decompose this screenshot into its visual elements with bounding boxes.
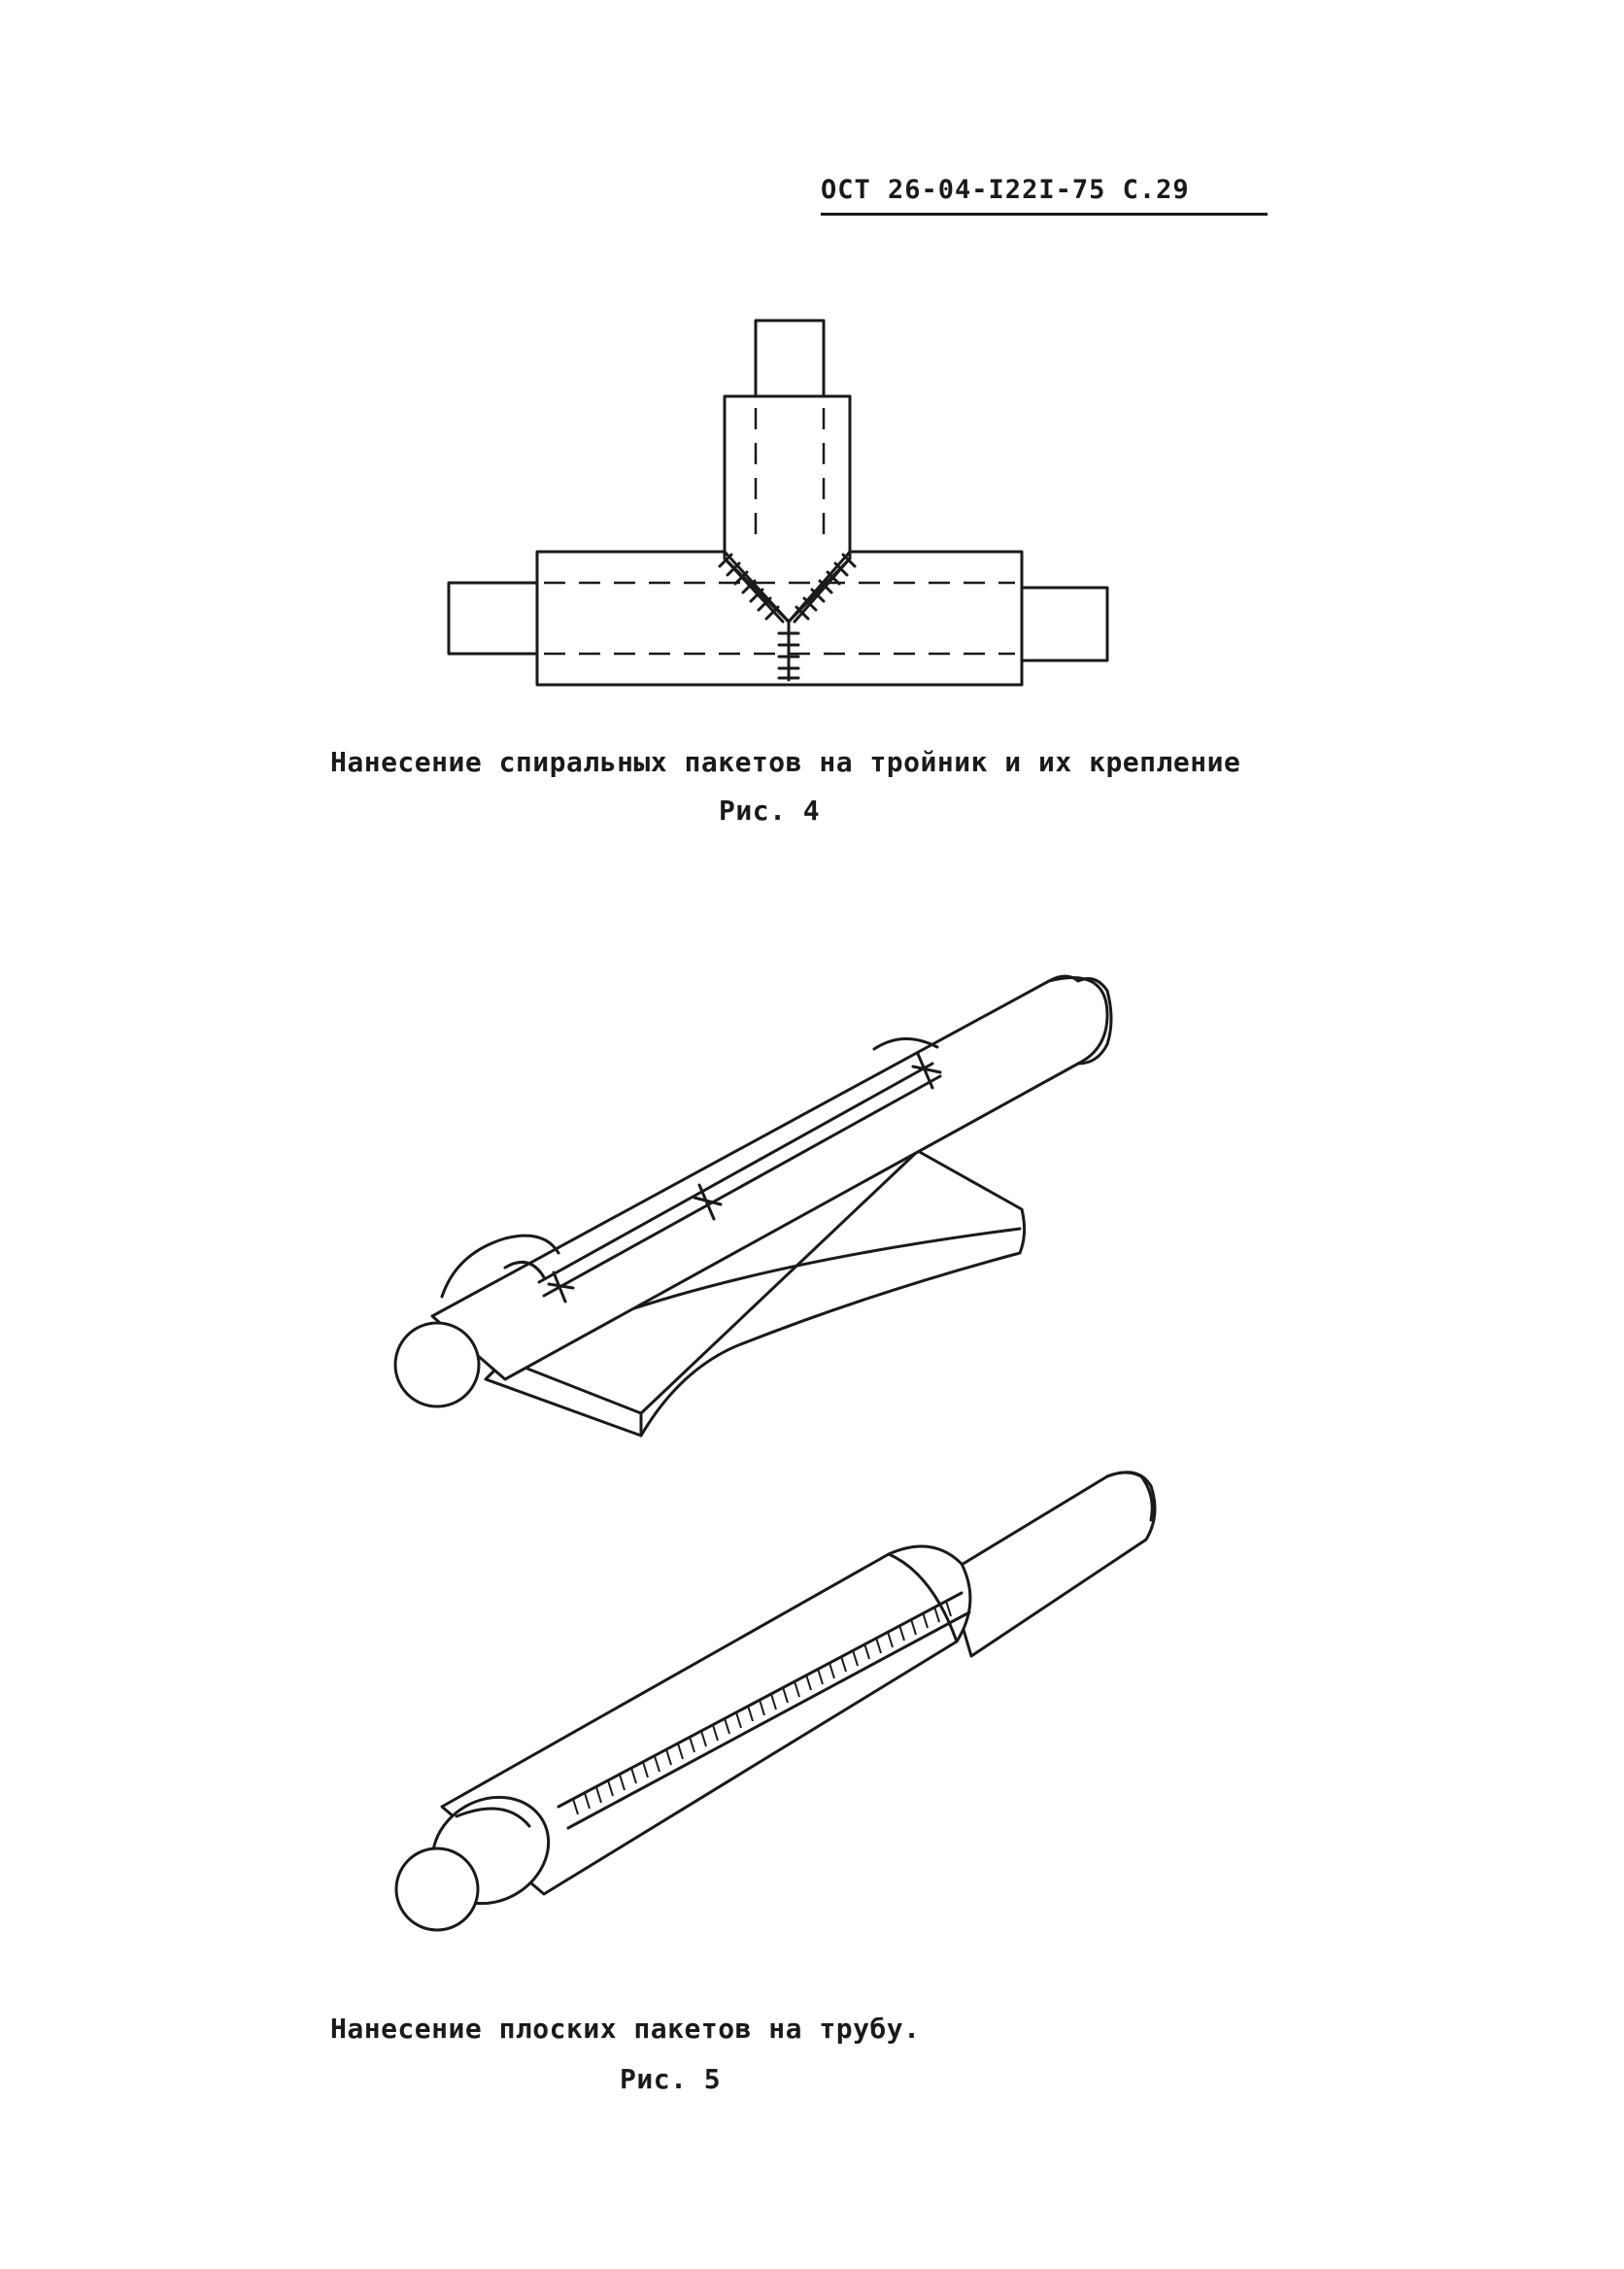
figure-4-number: Рис. 4	[719, 795, 821, 827]
figure-5-caption: Нанесение плоских пакетов на трубу.	[330, 2013, 921, 2045]
figure-5-insulated-pipe	[396, 1473, 1155, 1930]
figure-5-number: Рис. 5	[620, 2063, 722, 2095]
figure-4-caption: Нанесение спиральных пакетов на тройник и их крепление	[330, 746, 1241, 778]
figure-5-pipe-on-board	[395, 976, 1111, 1436]
figure-4-tee-drawing	[449, 321, 1107, 685]
document-header: ОСТ 26-04-I22I-75 С.29	[821, 175, 1268, 216]
